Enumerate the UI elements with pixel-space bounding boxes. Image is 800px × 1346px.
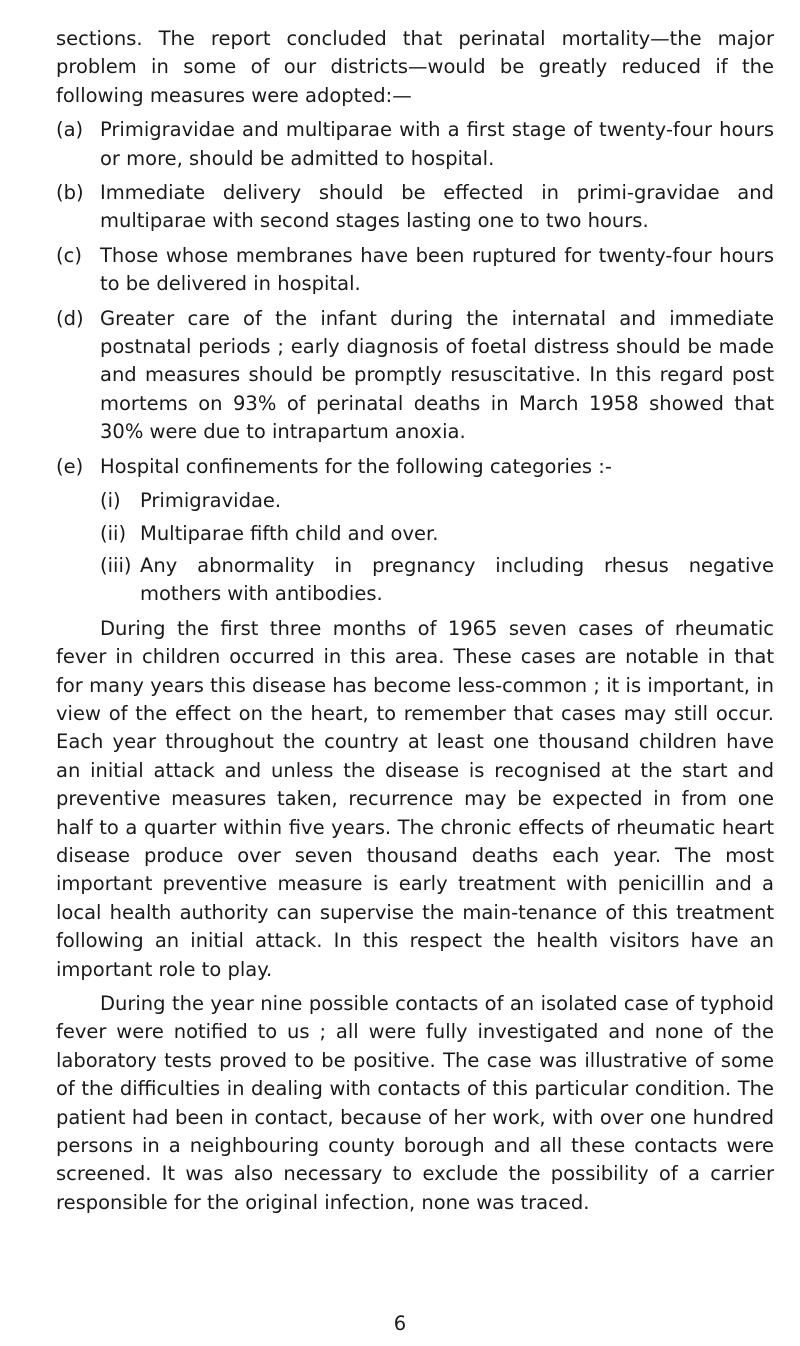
category-text: Any abnormality in pregnancy including rhesus negative mothers with antibodies.: [140, 553, 774, 606]
category-item-iii: [100, 552, 774, 609]
category-item-ii: [100, 520, 774, 548]
measure-label: (d): [56, 306, 84, 330]
measure-item-b: [56, 179, 774, 236]
measure-item-a: [56, 116, 774, 173]
measure-text: Immediate delivery should be effected in primi-gravidae and multiparae with second stages lasting one to two hours.: [100, 181, 774, 233]
category-text: Multiparae fifth child and over.: [140, 521, 439, 545]
measure-label: (e): [56, 454, 84, 478]
measure-item-c: [56, 242, 774, 299]
category-label: (ii): [100, 521, 127, 545]
typhoid-fever-paragraph: During the year nine possible contacts of an isolated case of typhoid fever were notified to us ; all were fully investigated and none of the laboratory tests proved to be positive. The case was illustrative of some of the difficulties in dealing with contacts of this particular condition. The patient had been in contact, because of her work, with over one hundred persons in a neighbouring county borough and all these contacts were screened. It was also necessary to exclude the possibility of a carrier responsible for the original infection, none was traced.: [56, 992, 774, 1214]
measure-label: (c): [56, 243, 82, 267]
category-label: (i): [100, 489, 121, 513]
measure-item-d: [56, 305, 774, 447]
document-page: [56, 25, 774, 1223]
measure-item-e: [56, 453, 774, 481]
measure-label: (a): [56, 118, 84, 142]
measure-text: Those whose membranes have been ruptured for twenty-four hours to be delivered in hospital.: [100, 243, 774, 296]
measure-text: Primigravidae and multiparae with a first stage of twenty-four hours or more, should be admitted to hospital.: [100, 118, 774, 170]
measure-label: (b): [56, 181, 84, 205]
measure-text: Hospital confinements for the following categories :-: [100, 454, 612, 478]
intro-paragraph: sections. The report concluded that perinatal mortality—the major problem in some of our districts—would be greatly reduced if the following measures were adopted:—: [56, 27, 774, 107]
category-item-i: [100, 487, 774, 515]
rheumatic-fever-paragraph: During the first three months of 1965 seven cases of rheumatic fever in children occurred in this area. These cases are notable in that for many years this disease has become less-common ; it is important, in view of the effect on the heart, to remember that cases may still occur. Each year throughout the country at least one thousand children have an initial attack and unless the disease is recognised at the start and preventive measures taken, recurrence may be expected in from one half to a quarter within five years. The chronic effects of rheumatic heart disease produce over seven thousand deaths each year. The most important preventive measure is early treatment with penicillin and a local health authority can supervise the main-tenance of this treatment following an initial attack. In this respect the health visitors have an important role to play.: [56, 616, 774, 981]
category-text: Primigravidae.: [140, 489, 282, 513]
measure-text: Greater care of the infant during the internatal and immediate postnatal periods ; early diagnosis of foetal distress should be made and measures should be promptly resuscitative. In this regard post mortems on 93% of perinatal deaths in March 1958 showed that 30% were due to intrapartum anoxia.: [100, 306, 774, 444]
category-label: (iii): [100, 553, 132, 577]
page-number: 6: [393, 1312, 407, 1335]
